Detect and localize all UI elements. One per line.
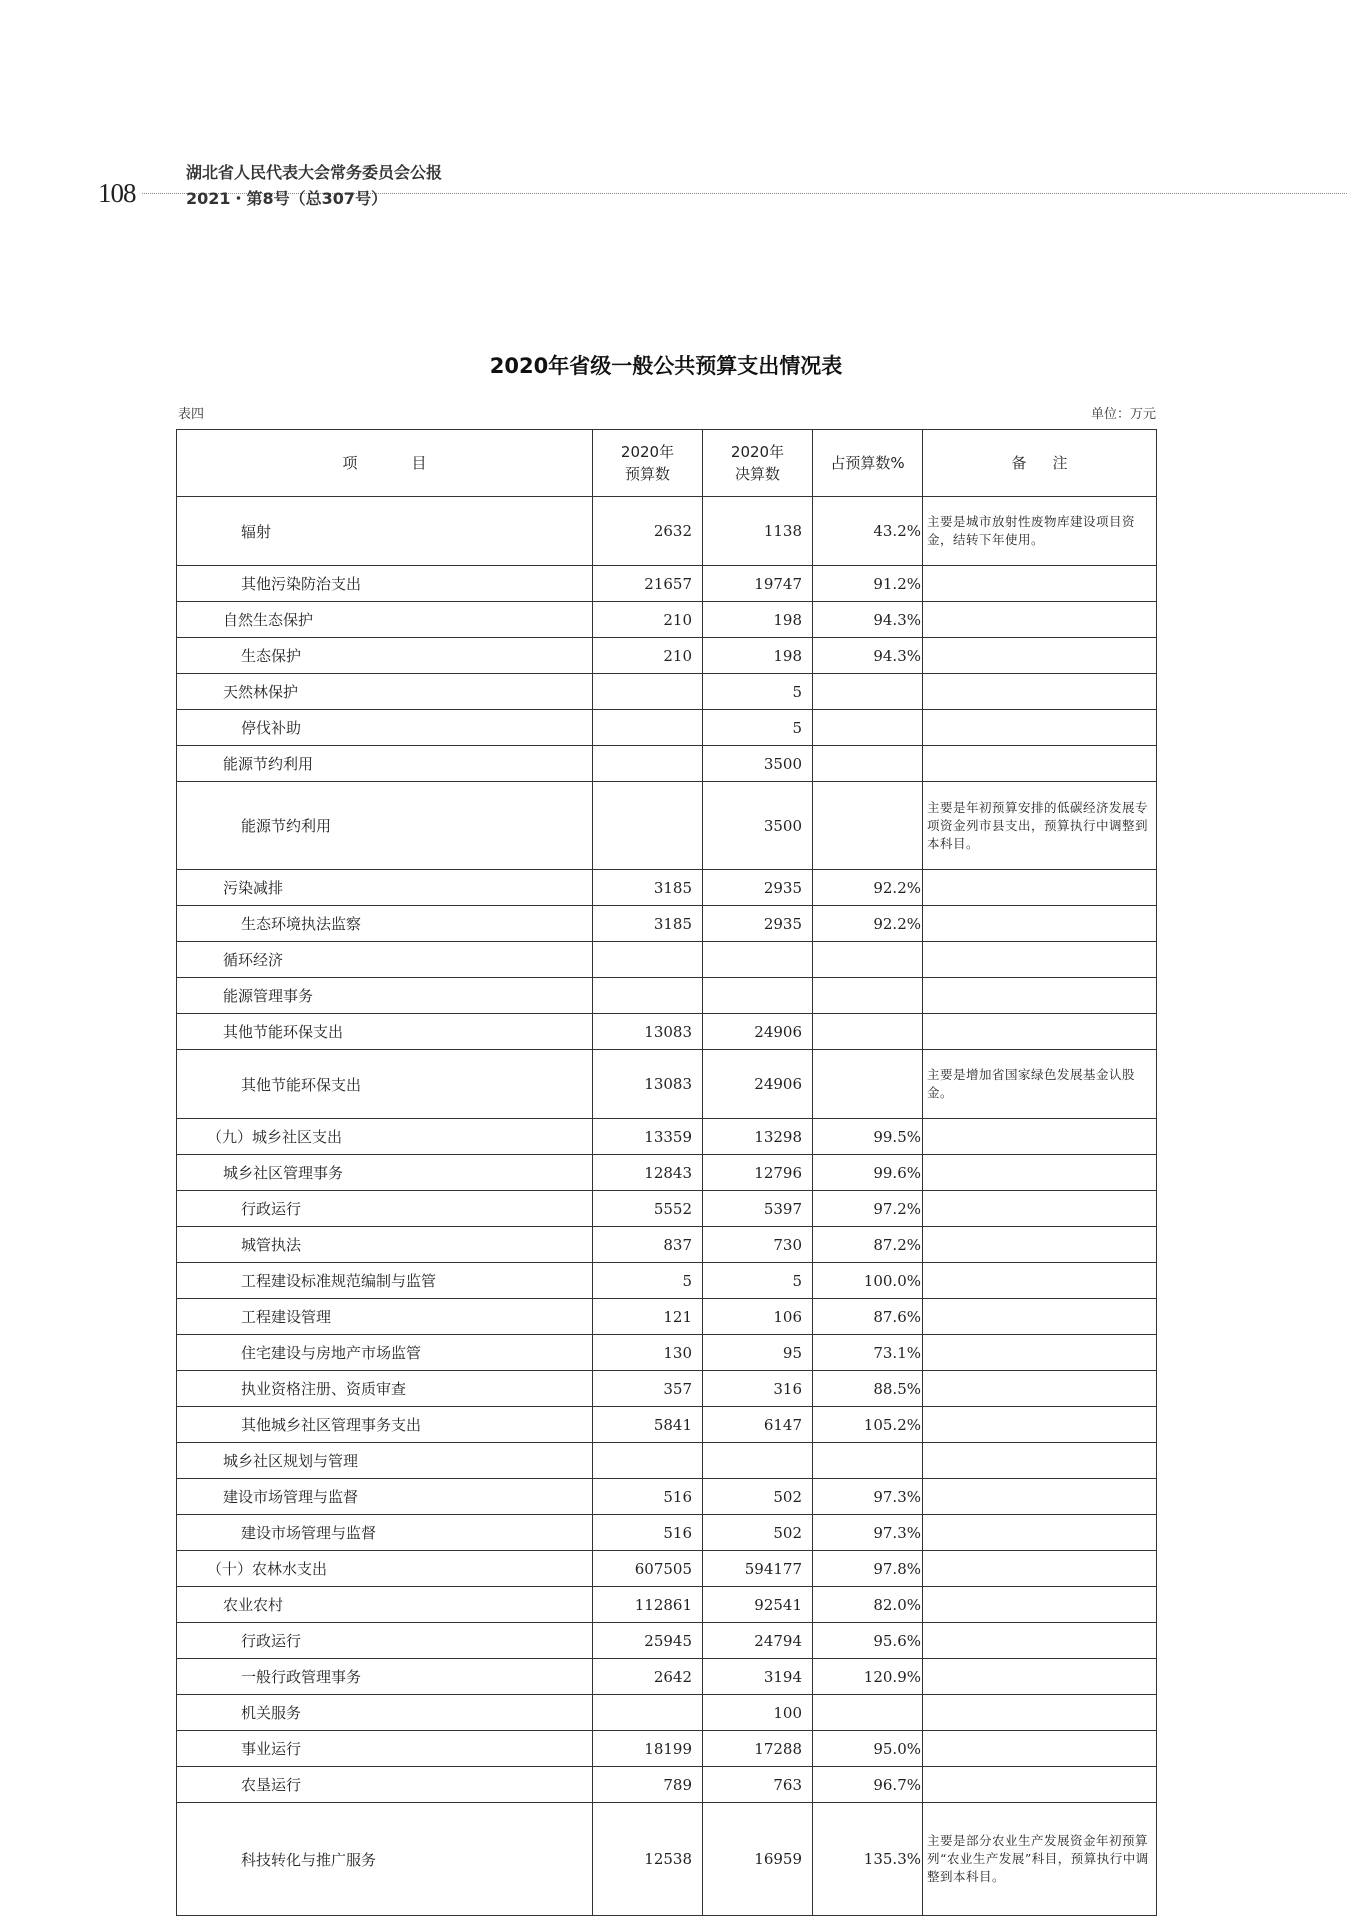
row-note <box>923 1587 1157 1623</box>
row-note <box>923 566 1157 602</box>
row-final: 5 <box>703 710 813 746</box>
row-note <box>923 1623 1157 1659</box>
table-row <box>177 1191 1157 1227</box>
row-budget: 5841 <box>593 1407 703 1443</box>
table-row <box>177 1263 1157 1299</box>
table-row <box>177 566 1157 602</box>
row-budget: 789 <box>593 1767 703 1803</box>
row-pct <box>813 1014 923 1050</box>
row-note <box>923 1407 1157 1443</box>
row-final: 24906 <box>703 1014 813 1050</box>
row-pct <box>813 1695 923 1731</box>
row-note <box>923 1551 1157 1587</box>
row-pct: 99.5% <box>813 1119 923 1155</box>
row-note <box>923 1695 1157 1731</box>
table-row <box>177 1767 1157 1803</box>
row-final: 763 <box>703 1767 813 1803</box>
row-note <box>923 1119 1157 1155</box>
row-final <box>703 942 813 978</box>
row-final: 594177 <box>703 1551 813 1587</box>
table-label: 表四 <box>178 407 205 422</box>
row-name: 天然林保护 <box>177 674 593 710</box>
row-note <box>923 1731 1157 1767</box>
row-pct <box>813 782 923 870</box>
row-name: 行政运行 <box>177 1191 593 1227</box>
row-pct: 99.6% <box>813 1155 923 1191</box>
row-budget: 607505 <box>593 1551 703 1587</box>
row-pct: 100.0% <box>813 1263 923 1299</box>
row-budget <box>593 710 703 746</box>
row-name: 行政运行 <box>177 1623 593 1659</box>
table-row <box>177 942 1157 978</box>
table-row <box>177 1587 1157 1623</box>
header-item <box>177 430 593 497</box>
row-note <box>923 1335 1157 1371</box>
row-budget: 13083 <box>593 1050 703 1119</box>
row-name: 能源管理事务 <box>177 978 593 1014</box>
row-pct: 92.2% <box>813 906 923 942</box>
row-name: 建设市场管理与监督 <box>177 1515 593 1551</box>
header-budget-label: 预算数 <box>624 465 670 483</box>
row-note <box>923 1263 1157 1299</box>
table-row <box>177 497 1157 566</box>
row-name: 事业运行 <box>177 1731 593 1767</box>
row-budget: 13359 <box>593 1119 703 1155</box>
row-name: 科技转化与推广服务 <box>177 1803 593 1916</box>
row-final: 6147 <box>703 1407 813 1443</box>
table-row <box>177 906 1157 942</box>
table-row <box>177 1803 1157 1916</box>
row-pct: 97.8% <box>813 1551 923 1587</box>
table-row <box>177 1407 1157 1443</box>
row-note <box>923 674 1157 710</box>
row-name: （九）城乡社区支出 <box>177 1119 593 1155</box>
row-pct: 95.0% <box>813 1731 923 1767</box>
table-row <box>177 1695 1157 1731</box>
table-header-row <box>177 430 1157 497</box>
row-budget: 2642 <box>593 1659 703 1695</box>
table-row <box>177 1443 1157 1479</box>
table-row <box>177 782 1157 870</box>
row-final: 92541 <box>703 1587 813 1623</box>
table-row <box>177 1014 1157 1050</box>
row-pct: 97.3% <box>813 1479 923 1515</box>
row-pct: 95.6% <box>813 1623 923 1659</box>
table-row <box>177 638 1157 674</box>
row-name: 其他污染防治支出 <box>177 566 593 602</box>
row-final: 16959 <box>703 1803 813 1916</box>
row-note <box>923 1299 1157 1335</box>
row-budget: 516 <box>593 1479 703 1515</box>
table-row <box>177 1479 1157 1515</box>
row-note: 主要是年初预算安排的低碳经济发展专项资金列市县支出，预算执行中调整到本科目。 <box>923 782 1157 870</box>
row-name: 工程建设管理 <box>177 1299 593 1335</box>
row-pct: 135.3% <box>813 1803 923 1916</box>
row-note <box>923 1659 1157 1695</box>
row-pct: 92.2% <box>813 870 923 906</box>
page-number: 108 <box>98 178 136 208</box>
row-name: 建设市场管理与监督 <box>177 1479 593 1515</box>
row-final: 24794 <box>703 1623 813 1659</box>
row-final: 100 <box>703 1695 813 1731</box>
row-final <box>703 978 813 1014</box>
row-note <box>923 710 1157 746</box>
row-final: 95 <box>703 1335 813 1371</box>
row-budget <box>593 978 703 1014</box>
row-budget <box>593 674 703 710</box>
row-final: 502 <box>703 1515 813 1551</box>
row-budget <box>593 1443 703 1479</box>
row-final: 3500 <box>703 746 813 782</box>
table-row <box>177 1371 1157 1407</box>
row-budget: 3185 <box>593 906 703 942</box>
row-budget: 12538 <box>593 1803 703 1916</box>
row-final <box>703 1443 813 1479</box>
row-pct: 97.3% <box>813 1515 923 1551</box>
row-budget: 3185 <box>593 870 703 906</box>
row-final: 316 <box>703 1371 813 1407</box>
table-row <box>177 1731 1157 1767</box>
row-budget: 25945 <box>593 1623 703 1659</box>
row-pct: 105.2% <box>813 1407 923 1443</box>
row-final: 3194 <box>703 1659 813 1695</box>
row-pct: 97.2% <box>813 1191 923 1227</box>
row-pct: 88.5% <box>813 1371 923 1407</box>
row-pct <box>813 710 923 746</box>
row-name: 其他城乡社区管理事务支出 <box>177 1407 593 1443</box>
row-note <box>923 746 1157 782</box>
journal-title: 湖北省人民代表大会常务委员会公报 <box>186 163 443 182</box>
row-budget: 12843 <box>593 1155 703 1191</box>
table-row <box>177 1050 1157 1119</box>
row-name: 农业农村 <box>177 1587 593 1623</box>
row-pct <box>813 942 923 978</box>
row-pct <box>813 674 923 710</box>
row-pct: 73.1% <box>813 1335 923 1371</box>
row-name: 住宅建设与房地产市场监管 <box>177 1335 593 1371</box>
row-budget <box>593 942 703 978</box>
row-note: 主要是城市放射性废物库建设项目资金，结转下年使用。 <box>923 497 1157 566</box>
row-name: 生态保护 <box>177 638 593 674</box>
row-name: 机关服务 <box>177 1695 593 1731</box>
row-final: 730 <box>703 1227 813 1263</box>
header-budget <box>593 430 703 497</box>
row-budget: 121 <box>593 1299 703 1335</box>
table-row <box>177 602 1157 638</box>
row-budget <box>593 746 703 782</box>
row-final: 5 <box>703 1263 813 1299</box>
row-final: 198 <box>703 602 813 638</box>
journal-issue: 2021・第8号（总307号） <box>186 189 388 208</box>
row-note: 主要是增加省国家绿色发展基金认股金。 <box>923 1050 1157 1119</box>
row-final: 2935 <box>703 870 813 906</box>
row-note <box>923 1515 1157 1551</box>
row-budget: 21657 <box>593 566 703 602</box>
row-note <box>923 978 1157 1014</box>
table-row <box>177 1119 1157 1155</box>
row-note <box>923 1443 1157 1479</box>
row-budget: 837 <box>593 1227 703 1263</box>
row-pct: 87.2% <box>813 1227 923 1263</box>
table-row <box>177 710 1157 746</box>
unit-label: 单位：万元 <box>1090 407 1156 422</box>
row-final: 1138 <box>703 497 813 566</box>
table-row <box>177 978 1157 1014</box>
row-name: 一般行政管理事务 <box>177 1659 593 1695</box>
table-body <box>177 497 1157 1916</box>
row-note <box>923 870 1157 906</box>
row-final: 24906 <box>703 1050 813 1119</box>
row-pct: 94.3% <box>813 638 923 674</box>
table-row <box>177 1227 1157 1263</box>
table-row <box>177 870 1157 906</box>
table-row <box>177 1155 1157 1191</box>
row-final: 502 <box>703 1479 813 1515</box>
row-name: 执业资格注册、资质审查 <box>177 1371 593 1407</box>
row-final: 19747 <box>703 566 813 602</box>
row-final: 5397 <box>703 1191 813 1227</box>
row-note <box>923 638 1157 674</box>
table-row <box>177 1515 1157 1551</box>
row-final: 5 <box>703 674 813 710</box>
table-row <box>177 1551 1157 1587</box>
row-budget: 18199 <box>593 1731 703 1767</box>
row-name: 其他节能环保支出 <box>177 1014 593 1050</box>
row-budget: 2632 <box>593 497 703 566</box>
header-budget-year: 2020年 <box>620 443 675 461</box>
row-name: 能源节约利用 <box>177 746 593 782</box>
header-item-label: 项目 <box>342 454 481 472</box>
row-name: 城乡社区管理事务 <box>177 1155 593 1191</box>
table-row <box>177 1623 1157 1659</box>
row-name: 工程建设标准规范编制与监管 <box>177 1263 593 1299</box>
row-final: 198 <box>703 638 813 674</box>
row-pct: 91.2% <box>813 566 923 602</box>
row-note <box>923 1191 1157 1227</box>
header-final-year: 2020年 <box>730 443 785 461</box>
row-final: 106 <box>703 1299 813 1335</box>
row-pct: 94.3% <box>813 602 923 638</box>
header-final <box>703 430 813 497</box>
row-note <box>923 1155 1157 1191</box>
document-title: 2020年省级一般公共预算支出情况表 <box>489 354 843 378</box>
row-name: 停伐补助 <box>177 710 593 746</box>
row-note <box>923 942 1157 978</box>
row-name: 污染减排 <box>177 870 593 906</box>
table-row <box>177 746 1157 782</box>
row-pct: 120.9% <box>813 1659 923 1695</box>
row-budget: 210 <box>593 638 703 674</box>
row-note <box>923 1479 1157 1515</box>
row-budget: 357 <box>593 1371 703 1407</box>
row-note: 主要是部分农业生产发展资金年初预算列“农业生产发展”科目，预算执行中调整到本科目。 <box>923 1803 1157 1916</box>
row-final: 3500 <box>703 782 813 870</box>
row-pct: 82.0% <box>813 1587 923 1623</box>
row-name: 辐射 <box>177 497 593 566</box>
row-final: 12796 <box>703 1155 813 1191</box>
header-note <box>923 430 1157 497</box>
row-budget <box>593 782 703 870</box>
row-name: 城管执法 <box>177 1227 593 1263</box>
row-note <box>923 906 1157 942</box>
row-budget: 5 <box>593 1263 703 1299</box>
row-pct <box>813 1050 923 1119</box>
row-pct: 43.2% <box>813 497 923 566</box>
table-row <box>177 674 1157 710</box>
row-budget: 516 <box>593 1515 703 1551</box>
row-budget: 210 <box>593 602 703 638</box>
row-budget: 13083 <box>593 1014 703 1050</box>
header-pct: 占预算数% <box>813 430 923 497</box>
row-note <box>923 602 1157 638</box>
row-name: 农垦运行 <box>177 1767 593 1803</box>
table-row <box>177 1335 1157 1371</box>
budget-table <box>176 429 1157 1916</box>
row-pct: 87.6% <box>813 1299 923 1335</box>
row-final: 2935 <box>703 906 813 942</box>
row-pct <box>813 746 923 782</box>
row-note <box>923 1767 1157 1803</box>
row-final: 13298 <box>703 1119 813 1155</box>
table-row <box>177 1659 1157 1695</box>
table-row <box>177 1299 1157 1335</box>
row-name: 其他节能环保支出 <box>177 1050 593 1119</box>
row-budget <box>593 1695 703 1731</box>
row-name: （十）农林水支出 <box>177 1551 593 1587</box>
row-budget: 5552 <box>593 1191 703 1227</box>
row-pct <box>813 978 923 1014</box>
header-note-label: 备注 <box>1011 454 1094 472</box>
row-name: 城乡社区规划与管理 <box>177 1443 593 1479</box>
row-note <box>923 1371 1157 1407</box>
row-budget: 130 <box>593 1335 703 1371</box>
row-note <box>923 1227 1157 1263</box>
header-final-label: 决算数 <box>734 465 780 483</box>
row-name: 循环经济 <box>177 942 593 978</box>
row-pct: 96.7% <box>813 1767 923 1803</box>
row-name: 生态环境执法监察 <box>177 906 593 942</box>
row-name: 自然生态保护 <box>177 602 593 638</box>
row-note <box>923 1014 1157 1050</box>
row-budget: 112861 <box>593 1587 703 1623</box>
row-name: 能源节约利用 <box>177 782 593 870</box>
row-final: 17288 <box>703 1731 813 1767</box>
row-pct <box>813 1443 923 1479</box>
